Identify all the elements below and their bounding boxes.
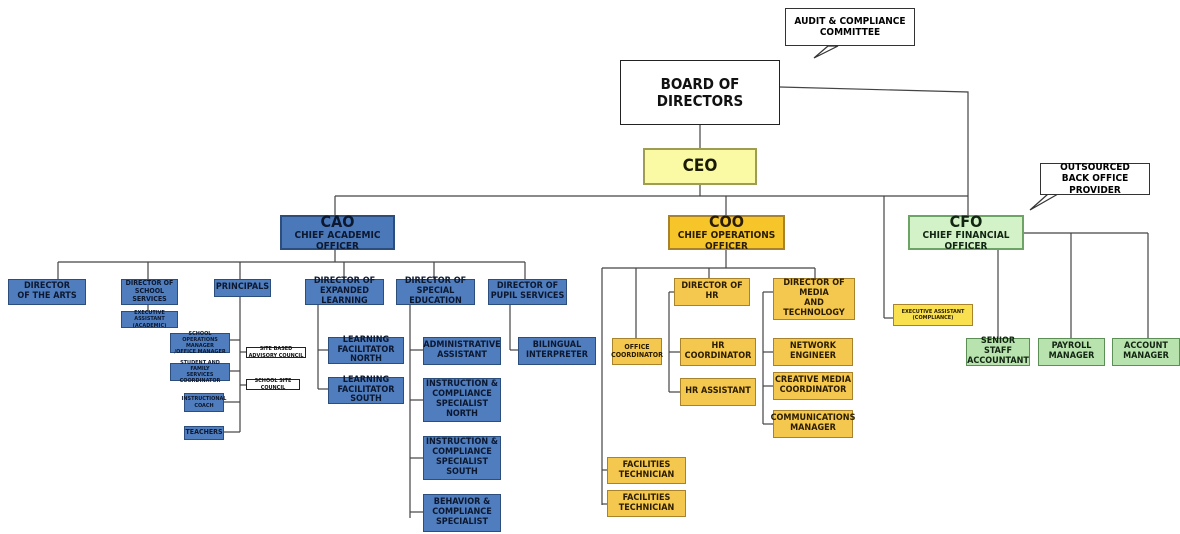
exec-assistant-academic-label: EXECUTIVE ASSISTANT (ACADEMIC) bbox=[132, 310, 167, 329]
instruction-compliance-specialist-north bbox=[423, 378, 501, 422]
hr-assistant bbox=[680, 378, 756, 406]
coo-title: COO bbox=[708, 211, 745, 231]
cfo-subtitle: CHIEF FINANCIAL OFFICER bbox=[922, 230, 1010, 253]
facilities-1-label: FACILITIES TECHNICIAN bbox=[618, 459, 675, 480]
lf-north-label: LEARNING FACILITATOR NORTH bbox=[337, 334, 395, 365]
cfo-box bbox=[908, 211, 1024, 253]
account-manager-label: ACCOUNT MANAGER bbox=[1123, 341, 1169, 361]
ceo-label: CEO bbox=[682, 156, 718, 177]
director-of-hr bbox=[674, 278, 750, 306]
hr-assistant-label: HR ASSISTANT bbox=[685, 386, 751, 397]
cfo-title: CFO bbox=[949, 211, 983, 231]
bilingual-label: BILINGUAL INTERPRETER bbox=[525, 340, 589, 360]
school-operations-manager bbox=[170, 330, 230, 356]
director-arts-label: DIRECTOR OF THE ARTS bbox=[17, 281, 77, 301]
director-expanded-learning bbox=[305, 276, 384, 306]
facilities-technician-2 bbox=[607, 490, 686, 517]
ics-south-label: INSTRUCTION & COMPLIANCE SPECIALIST SOUTH bbox=[426, 437, 498, 477]
school-ops-manager-label: SCHOOL OPERATIONS MANAGER /OFFICE MANAGER bbox=[174, 330, 226, 356]
lf-south-label: LEARNING FACILITATOR SOUTH bbox=[337, 374, 395, 405]
teachers-label: TEACHERS bbox=[185, 428, 223, 437]
payroll-label: PAYROLL MANAGER bbox=[1048, 341, 1095, 361]
school-site-council bbox=[246, 379, 300, 390]
director-hr-label: DIRECTOR OF HR bbox=[681, 281, 743, 301]
exec-assistant-compliance-label: EXECUTIVE ASSISTANT (COMPLIANCE) bbox=[901, 308, 965, 321]
outsourced-provider-callout bbox=[1040, 163, 1150, 195]
board-of-directors bbox=[620, 60, 780, 125]
outsourced-provider-label: OUTSOURCED BACK OFFICE PROVIDER bbox=[1060, 161, 1130, 196]
hr-coordinator-label: HR COORDINATOR bbox=[684, 341, 752, 361]
audit-committee-callout bbox=[785, 8, 915, 46]
communications-label: COMMUNICATIONS MANAGER bbox=[770, 413, 856, 433]
account-manager bbox=[1112, 338, 1180, 366]
board-label: BOARD OF DIRECTORS bbox=[656, 75, 744, 110]
coo-subtitle: CHIEF OPERATIONS OFFICER bbox=[677, 230, 776, 253]
site-based-council-label: SITE BASED ADVISORY COUNCIL bbox=[248, 346, 304, 359]
director-pupil-label: DIRECTOR OF PUPIL SERVICES bbox=[490, 281, 565, 301]
cao-subtitle: CHIEF ACADEMIC OFFICER bbox=[294, 230, 381, 253]
hr-coordinator bbox=[680, 338, 756, 366]
creative-media-coordinator bbox=[773, 372, 853, 400]
office-coordinator-label: OFFICE COORDINATOR bbox=[611, 342, 663, 359]
instructional-coach bbox=[181, 393, 227, 412]
ics-north-label: INSTRUCTION & COMPLIANCE SPECIALIST NORTH bbox=[426, 379, 498, 419]
coo-box bbox=[668, 211, 785, 253]
director-pupil-services bbox=[488, 279, 567, 305]
network-engineer-label: NETWORK ENGINEER bbox=[789, 341, 837, 361]
administrative-assistant bbox=[423, 337, 501, 365]
cao-box bbox=[280, 211, 395, 253]
student-family-coordinator bbox=[170, 359, 230, 385]
director-special-education bbox=[396, 276, 475, 306]
school-site-council-label: SCHOOL SITE COUNCIL bbox=[254, 378, 292, 391]
office-coordinator bbox=[612, 338, 662, 365]
behavior-compliance-specialist bbox=[423, 494, 501, 532]
network-engineer bbox=[773, 338, 853, 366]
director-school-services bbox=[121, 279, 178, 305]
ceo-box bbox=[643, 148, 757, 185]
director-school-services-label: DIRECTOR OF SCHOOL SERVICES bbox=[125, 279, 174, 303]
learning-facilitator-north bbox=[328, 334, 404, 365]
creative-media-label: CREATIVE MEDIA COORDINATOR bbox=[774, 375, 852, 395]
facilities-2-label: FACILITIES TECHNICIAN bbox=[618, 492, 675, 513]
learning-facilitator-south bbox=[328, 374, 404, 405]
communications-manager bbox=[770, 410, 856, 438]
instructional-coach-label: INSTRUCTIONAL COACH bbox=[181, 396, 227, 409]
admin-assistant-label: ADMINISTRATIVE ASSISTANT bbox=[423, 340, 501, 360]
director-media-technology bbox=[773, 278, 855, 320]
principals-label: PRINCIPALS bbox=[215, 282, 270, 293]
student-family-label: STUDENT AND FAMILY SERVICES COORDINATOR bbox=[179, 359, 221, 385]
director-of-the-arts bbox=[8, 279, 86, 305]
director-expanded-label: DIRECTOR OF EXPANDED LEARNING bbox=[313, 276, 376, 306]
executive-assistant-academic bbox=[121, 311, 178, 328]
principals-box bbox=[214, 279, 271, 297]
cao-title: CAO bbox=[320, 211, 355, 231]
instruction-compliance-specialist-south bbox=[423, 436, 501, 480]
director-special-ed-label: DIRECTOR OF SPECIAL EDUCATION bbox=[404, 276, 467, 306]
bilingual-interpreter bbox=[518, 337, 596, 365]
behavior-label: BEHAVIOR & COMPLIANCE SPECIALIST bbox=[432, 497, 492, 527]
payroll-manager bbox=[1038, 338, 1105, 366]
audit-committee-label: AUDIT & COMPLIANCE COMMITTEE bbox=[794, 15, 906, 38]
senior-accountant-label: SENIOR STAFF ACCOUNTANT bbox=[967, 336, 1029, 366]
teachers-box bbox=[184, 426, 224, 440]
executive-assistant-compliance bbox=[893, 304, 973, 326]
senior-staff-accountant bbox=[966, 338, 1030, 366]
site-based-advisory-council bbox=[246, 347, 306, 358]
facilities-technician-1 bbox=[607, 457, 686, 484]
director-media-label: DIRECTOR OF MEDIA AND TECHNOLOGY bbox=[783, 278, 845, 318]
